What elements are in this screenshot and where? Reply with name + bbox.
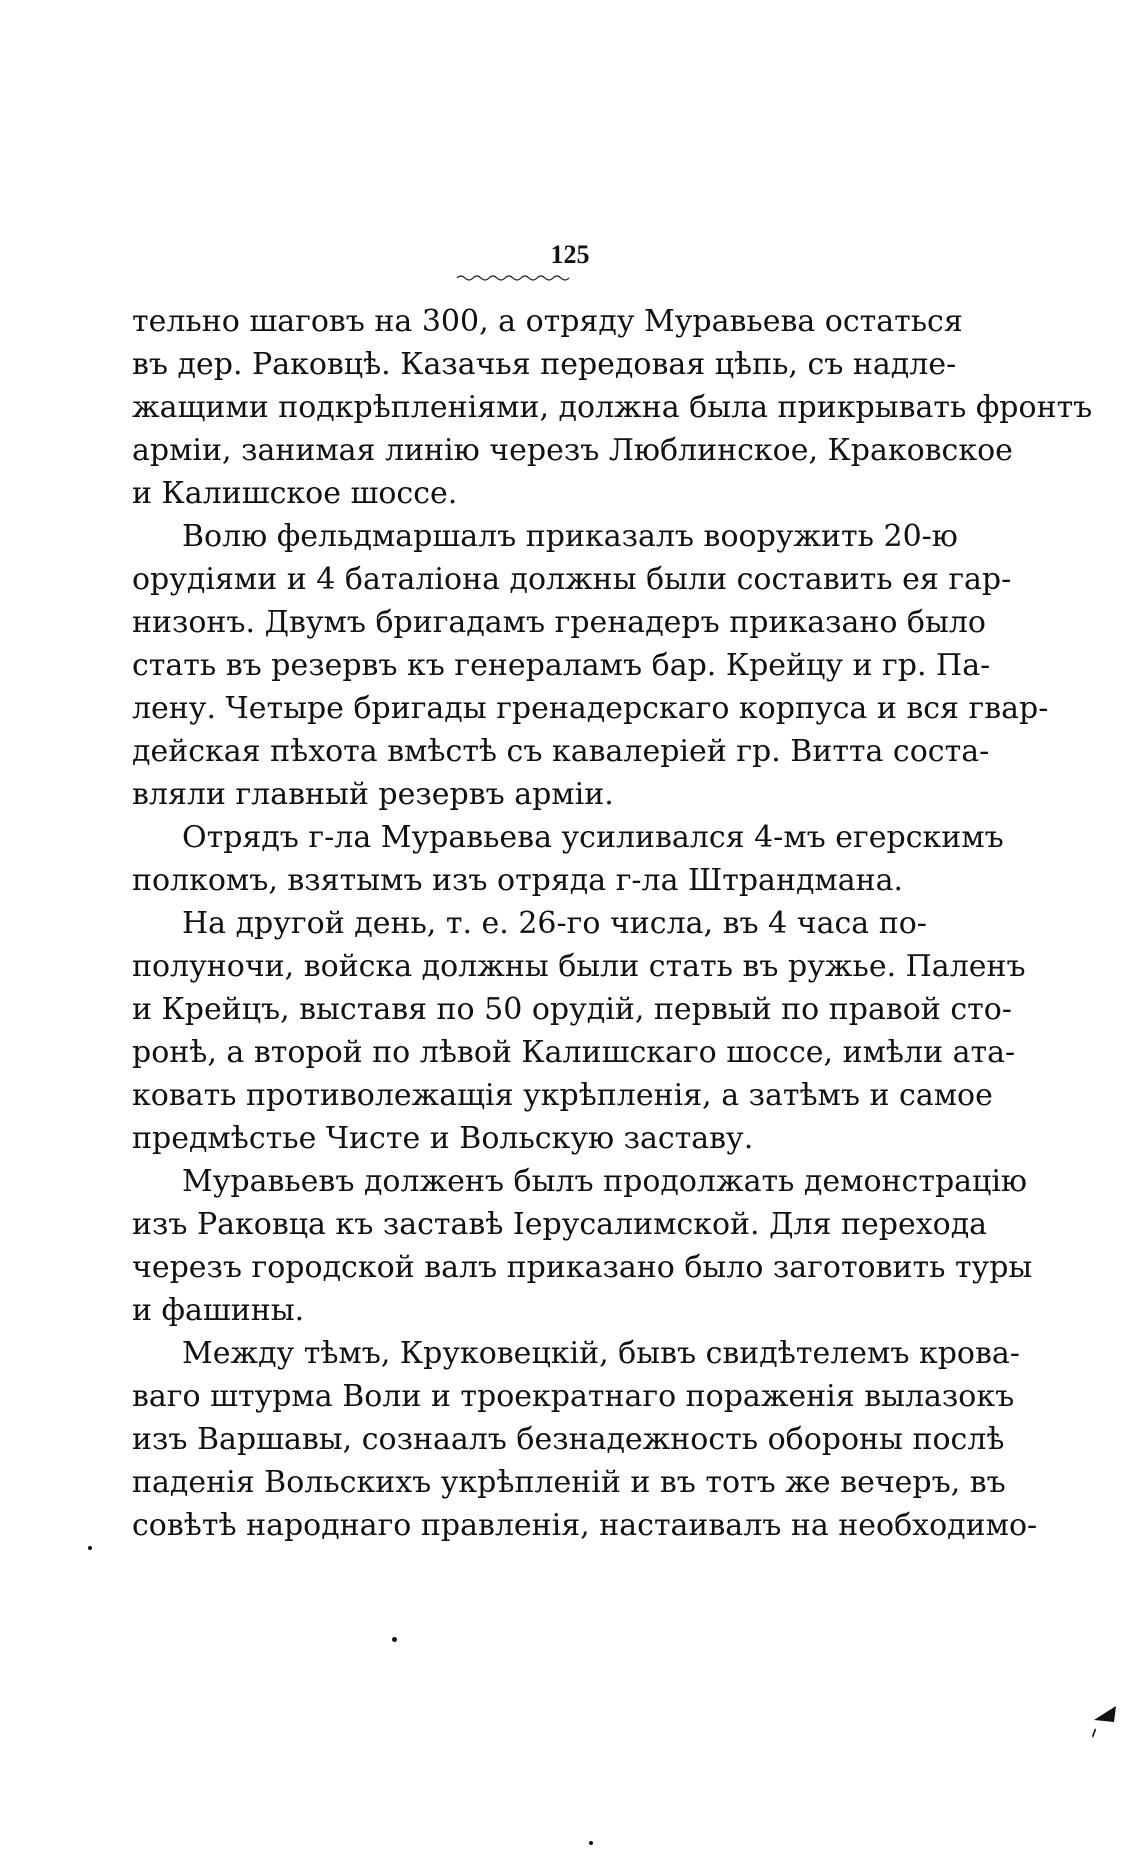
text-line: Волю фельдмаршалъ приказалъ вооружить 20-ю [182,519,958,554]
text-line: На другой день, т. е. 26-го числа, въ 4 часа по- [182,906,927,941]
text-line: Отрядъ г-ла Муравьева усиливался 4-мъ егерскимъ [182,820,1004,855]
text-line: паденія Вольскихъ укрѣпленій и въ тотъ же вечеръ, въ [132,1465,1006,1500]
text-line: тельно шаговъ на 300, а отряду Муравьева остаться [132,304,963,339]
text-line: и Крейцъ, выставя по 50 орудій, первый по правой сто- [132,992,1012,1027]
text-line: совѣтѣ народнаго правленія, настаивалъ на необходимо- [132,1508,1038,1543]
ink-speck [88,1546,92,1550]
body-text [132,300,1093,1547]
text-line: и Калишское шоссе. [132,476,458,511]
text-line: лену. Четыре бригады гренадерскаго корпуса и вся гвар- [132,691,1049,726]
text-line: предмѣстье Чисте и Вольскую заставу. [132,1121,754,1156]
text-line: низонъ. Двумъ бригадамъ гренадеръ приказано было [132,605,986,640]
text-line: въ дер. Раковцѣ. Казачья передовая цѣпь, съ надле- [132,347,957,382]
page-number: 125 [550,240,590,269]
text-line: ронѣ, а второй по лѣвой Калишскаго шоссе, имѣли ата- [132,1035,1016,1070]
text-line: изъ Варшавы, сознаалъ безнадежность обороны послѣ [132,1422,1005,1457]
text-line: черезъ городской валъ приказано было заготовить туры [132,1250,1033,1285]
text-line: изъ Раковца къ заставѣ Іерусалимской. Для перехода [132,1207,988,1242]
text-line: Между тѣмъ, Круковецкій, бывъ свидѣтелемъ крова- [182,1336,1020,1371]
text-line: жащими подкрѣпленіями, должна была прикрывать фронтъ [132,390,1093,425]
text-line: и фашины. [132,1293,305,1328]
text-line: ваго штурма Воли и троекратнаго пораженія вылазокъ [132,1379,1015,1414]
text-line: полкомъ, взятымъ изъ отряда г-ла Штрандмана. [132,863,904,898]
ornament-divider [455,272,575,282]
text-line: дейская пѣхота вмѣстѣ съ кавалеріей гр. Витта соста- [132,734,990,769]
ink-speck [392,1637,397,1642]
text-line: стать въ резервъ къ генераламъ бар. Крейцу и гр. Па- [132,648,991,683]
ink-speck [589,1841,593,1845]
text-line: полуночи, войска должны были стать въ ружье. Паленъ [132,949,1026,984]
text-line: арміи, занимая линію черезъ Люблинское, Краковское [132,433,1013,468]
text-line: вляли главный резервъ арміи. [132,777,614,812]
text-line: ковать противолежащія укрѣпленія, а затѣмъ и самое [132,1078,993,1113]
text-line: Муравьевъ долженъ былъ продолжать демонстрацію [182,1164,1028,1199]
ink-blot-mark [1090,1700,1120,1750]
text-line: орудіями и 4 баталіона должны были составить ея гар- [132,562,1012,597]
